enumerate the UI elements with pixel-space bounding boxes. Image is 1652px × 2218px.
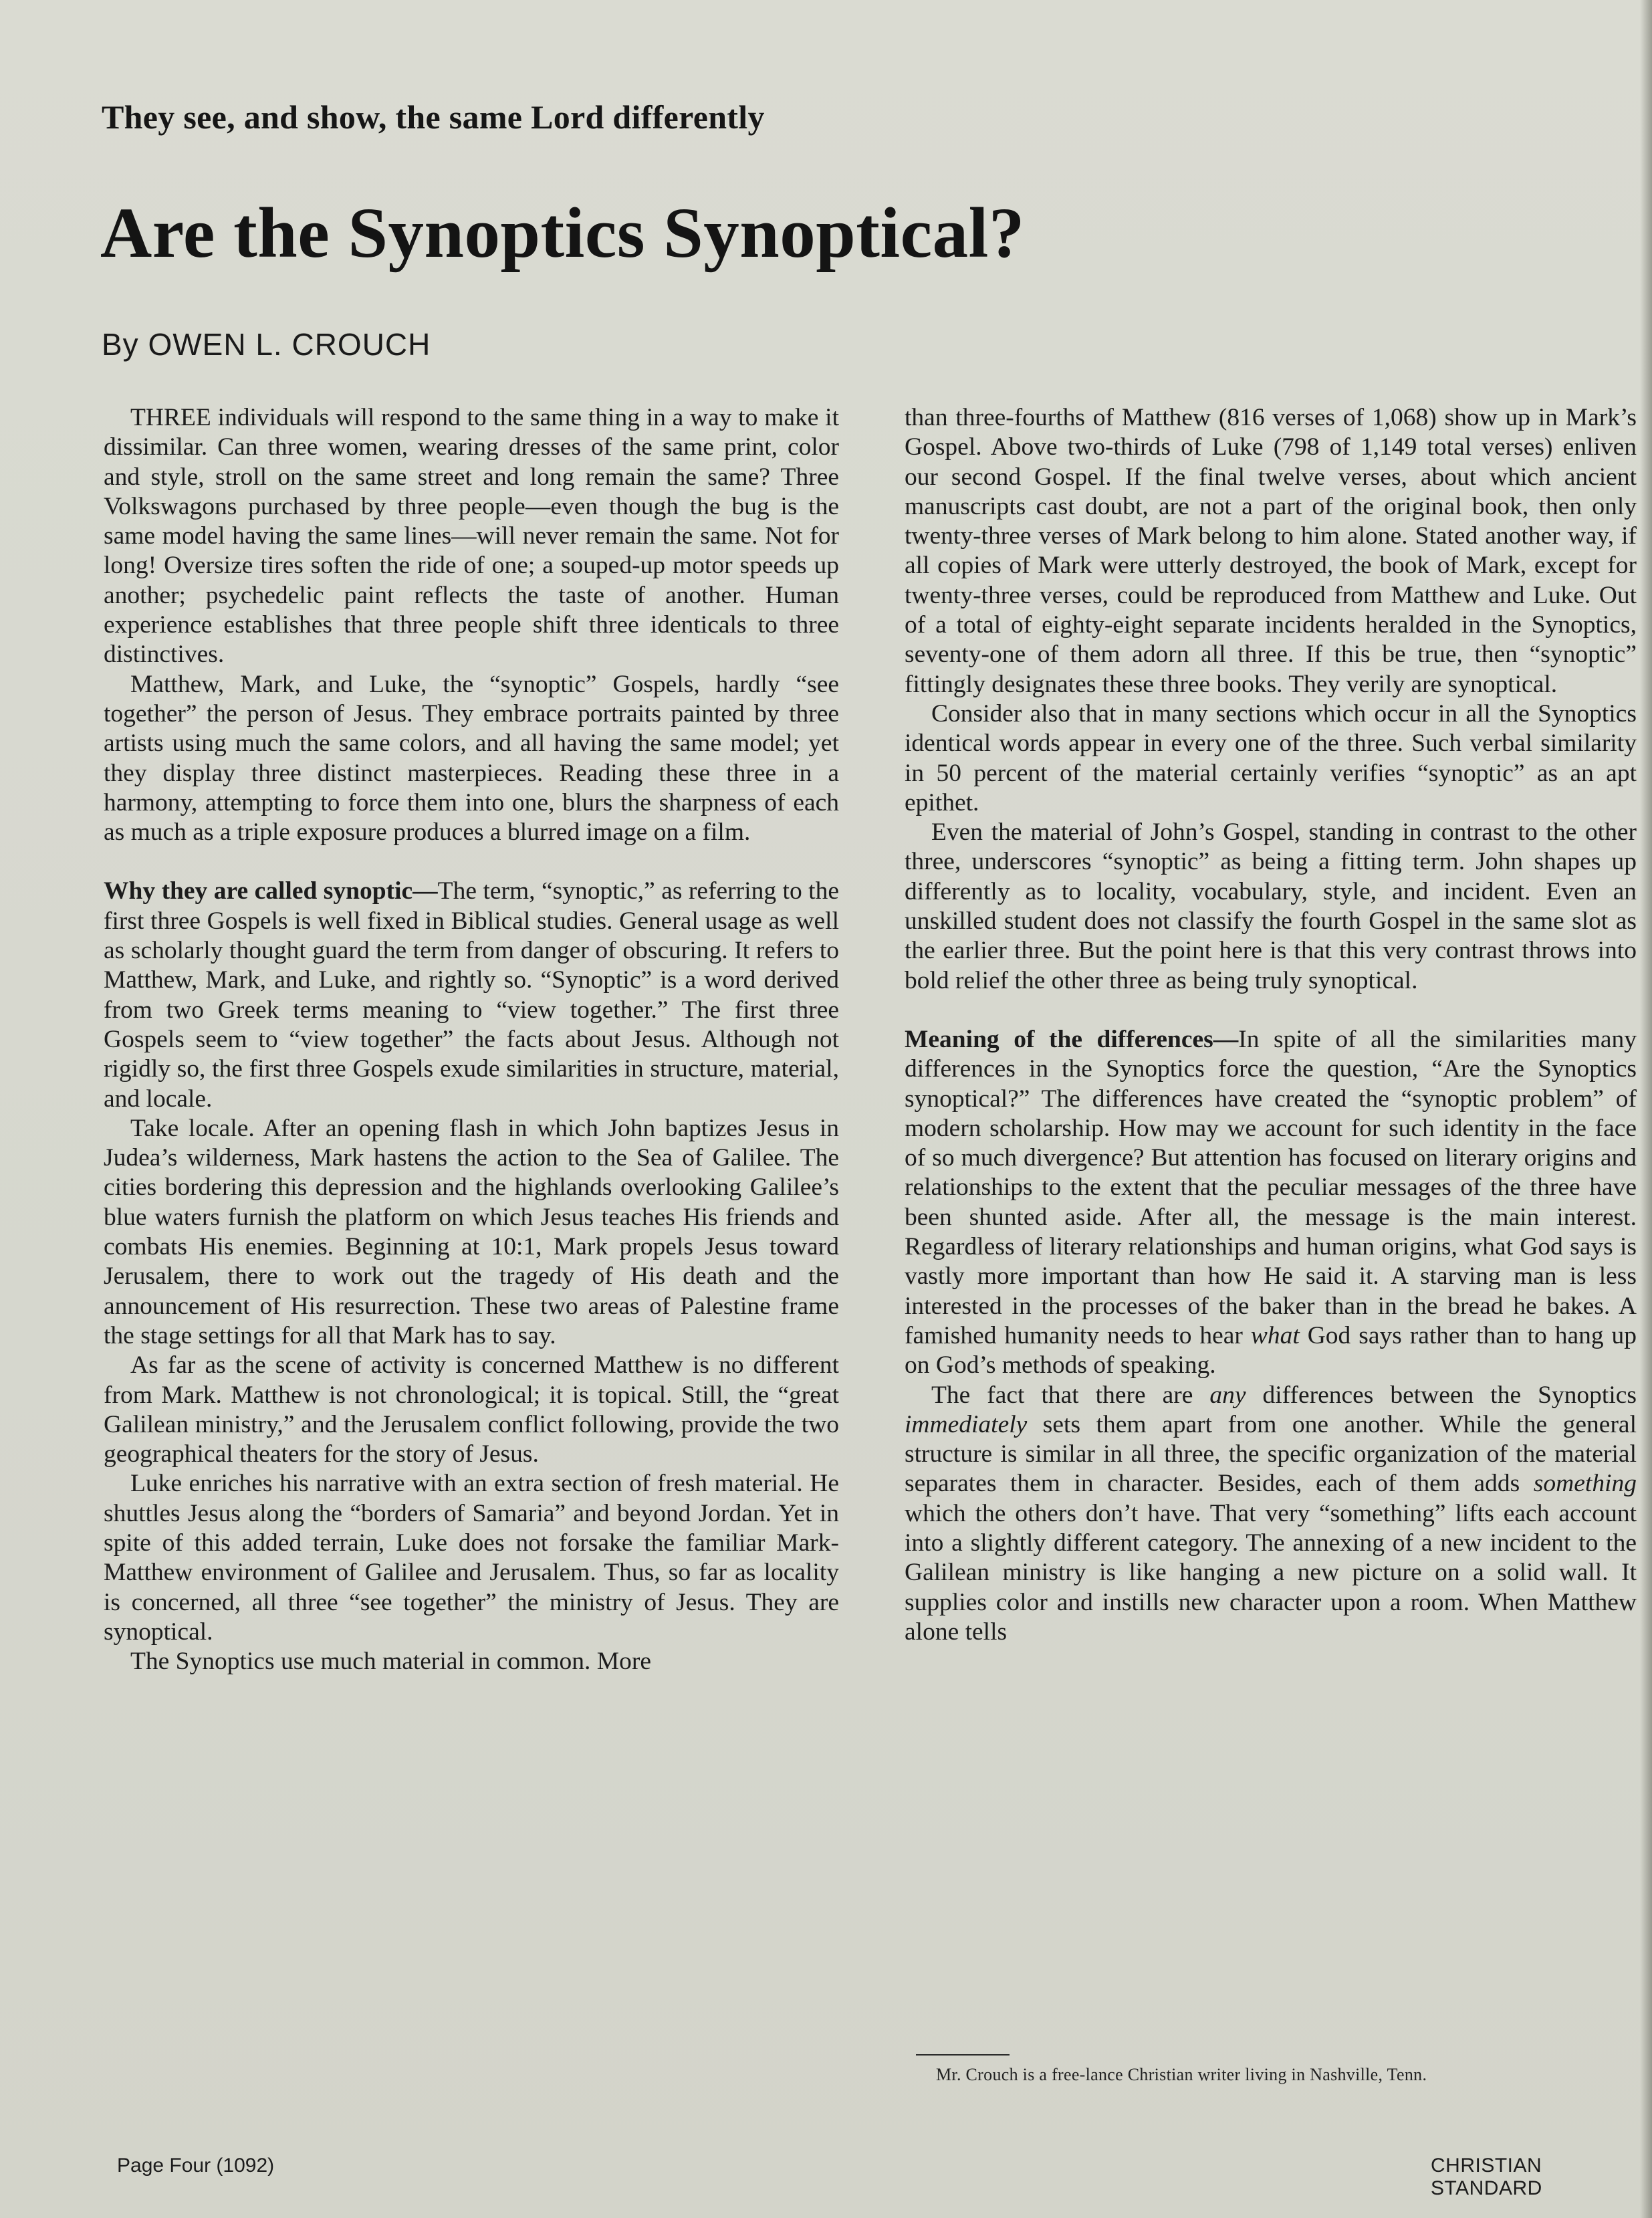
page-edge-shadow xyxy=(1640,0,1652,2218)
paragraph: Matthew, Mark, and Luke, the “synoptic” Gospels, hardly “see together” the person of Jesus. They embrace portraits painted by three artists using much the same colors, and all having the same model; yet they display three distinct masterpieces. Reading these three in a harmony, attempting to force them into one, blurs the sharpness of each as much as a triple exposure produces a blurred image on a film. xyxy=(104,670,839,847)
emphasis: what xyxy=(1250,1321,1300,1349)
emphasis: immediately xyxy=(905,1410,1028,1438)
section-heading: Why they are called synoptic— xyxy=(104,877,438,905)
paragraph-text: The term, “synoptic,” as referring to the first three Gospels is well fixed in Biblical studies. General usage as well as scholarly thought guard the term from danger of obscuring. It refers to Matthew, Mark, and Luke, and rightly so. “Synoptic” is a word derived from two Greek terms meaning to “view together.” The first three Gospels seem to “view together” the facts about Jesus. Although not rigidly so, the first three Gospels exude similarities in structure, material, and locale. xyxy=(104,877,839,1113)
section-paragraph xyxy=(905,1025,1637,1381)
emphasis: something xyxy=(1533,1470,1637,1498)
emphasis: any xyxy=(1209,1381,1246,1409)
section-paragraph xyxy=(104,877,839,1113)
magazine-name: CHRISTIAN STANDARD xyxy=(1431,2154,1542,2199)
author-footnote: Mr. Crouch is a free-lance Christian writer living in Nashville, Tenn. xyxy=(936,2065,1427,2084)
article-kicker: They see, and show, the same Lord differently xyxy=(102,98,765,136)
paragraph: than three-fourths of Matthew (816 verses of 1,068) show up in Mark’s Gospel. Above two-thirds of Luke (798 of 1,149 total verses) enliven our second Gospel. If the final twelve verses, about which ancient manuscripts cast doubt, are not a part of the original book, then only twenty-three verses of Mark belong to him alone. Stated another way, if all copies of Mark were utterly destroyed, the book of Mark, except for twenty-three verses, could be reproduced from Matthew and Luke. Out of a total of eighty-eight separate incidents heralded in the Synoptics, seventy-one of them adorn all three. If this be true, then “synoptic” fittingly designates these three books. They verily are synoptical. xyxy=(905,404,1637,698)
paragraph: Consider also that in many sections which occur in all the Synoptics identical words appear in every one of the three. Such verbal similarity in 50 percent of the material certainly verifies “synoptic” as an apt epithet. xyxy=(905,699,1637,816)
article-byline: By OWEN L. CROUCH xyxy=(102,327,431,362)
paragraph: Even the material of John’s Gospel, standing in contrast to the other three, underscores “synoptic” as being a fitting term. John shapes up differently as to locality, vocabulary, style, and incident. Even an unskilled student does not classify the fourth Gospel in the same slot as the earlier three. But the point here is that this very contrast throws into bold relief the other three as being truly synoptical. xyxy=(905,818,1637,994)
paragraph: THREE individuals will respond to the same thing in a way to make it dissimilar. Can three women, wearing dresses of the same print, color and style, stroll on the same street and long remain the same? Three Volkswagons purchased by three people—even though the bug is the same model having the same lines—will never remain the same. Not for long! Oversize tires soften the ride of one; a souped-up motor speeds up another; psychedelic paint reflects the taste of another. Human experience establishes that three people shift three identicals to three distinctives. xyxy=(104,404,839,669)
right-column xyxy=(905,403,1637,1647)
paragraph xyxy=(905,1381,1637,1648)
paragraph-text: The fact that there are xyxy=(931,1381,1193,1409)
paragraph-text: differences between the Synoptics xyxy=(1262,1381,1637,1409)
paragraph-text: which the others don’t have. That very “something” lifts each account into a slightly different category. The annexing of a new incident to the Galilean ministry is like hanging a new picture on a solid wall. It supplies color and instills new character upon a room. When Matthew alone tells xyxy=(905,1499,1637,1646)
paragraph: Take locale. After an opening flash in which John baptizes Jesus in Judea’s wilderness, Mark hastens the action to the Sea of Galilee. The cities bordering this depression and the highlands overlooking Galilee’s blue waters furnish the platform on which Jesus teaches His friends and combats His enemies. Beginning at 10:1, Mark propels Jesus toward Jerusalem, there to work out the tragedy of His death and the announcement of His resurrection. These two areas of Palestine frame the stage settings for all that Mark has to say. xyxy=(104,1114,839,1349)
paragraph: Luke enriches his narrative with an extra section of fresh material. He shuttles Jesus along the “borders of Samaria” and beyond Jordan. Yet in spite of this added terrain, Luke does not forsake the familiar Mark-Matthew environment of Galilee and Jerusalem. Thus, so far as locality is concerned, all three “see together” the ministry of Jesus. They are synoptical. xyxy=(104,1470,839,1646)
paragraph-text: sets them apart from one another. While the general structure is similar in all three, the specific organization of the material separates them in character. Besides, each of them adds xyxy=(905,1410,1637,1498)
paragraph: As far as the scene of activity is concerned Matthew is no different from Mark. Matthew is not chronological; it is topical. Still, the “great Galilean ministry,” and the Jerusalem conflict following, provide the two geographical theaters for the story of Jesus. xyxy=(104,1351,839,1468)
paragraph-text: God says rather than to hang up on God’s methods of speaking. xyxy=(905,1321,1637,1379)
paragraph-text: In spite of all the similarities many differences in the Synoptics force the question, “Are the Synoptics synoptical?” The differences have created the “synoptic problem” of modern scholarship. How may we account for such identity in the face of so much divergence? But attention has focused on literary origins and relationships to the extent that the peculiar messages of the three have been shunted aside. After all, the message is the main interest. Regardless of literary relationships and human origins, what God says is vastly more important than how He said it. A starving man is less interested in the processes of the baker than in the bread he bakes. A famished humanity needs to hear xyxy=(905,1025,1637,1349)
article-title: Are the Synoptics Synoptical? xyxy=(100,194,1025,273)
left-column xyxy=(104,403,839,1676)
paragraph: The Synoptics use much material in common. More xyxy=(130,1648,652,1676)
page-number: Page Four (1092) xyxy=(117,2154,275,2177)
section-heading: Meaning of the differences— xyxy=(905,1025,1239,1053)
footnote-rule xyxy=(916,2054,1010,2056)
